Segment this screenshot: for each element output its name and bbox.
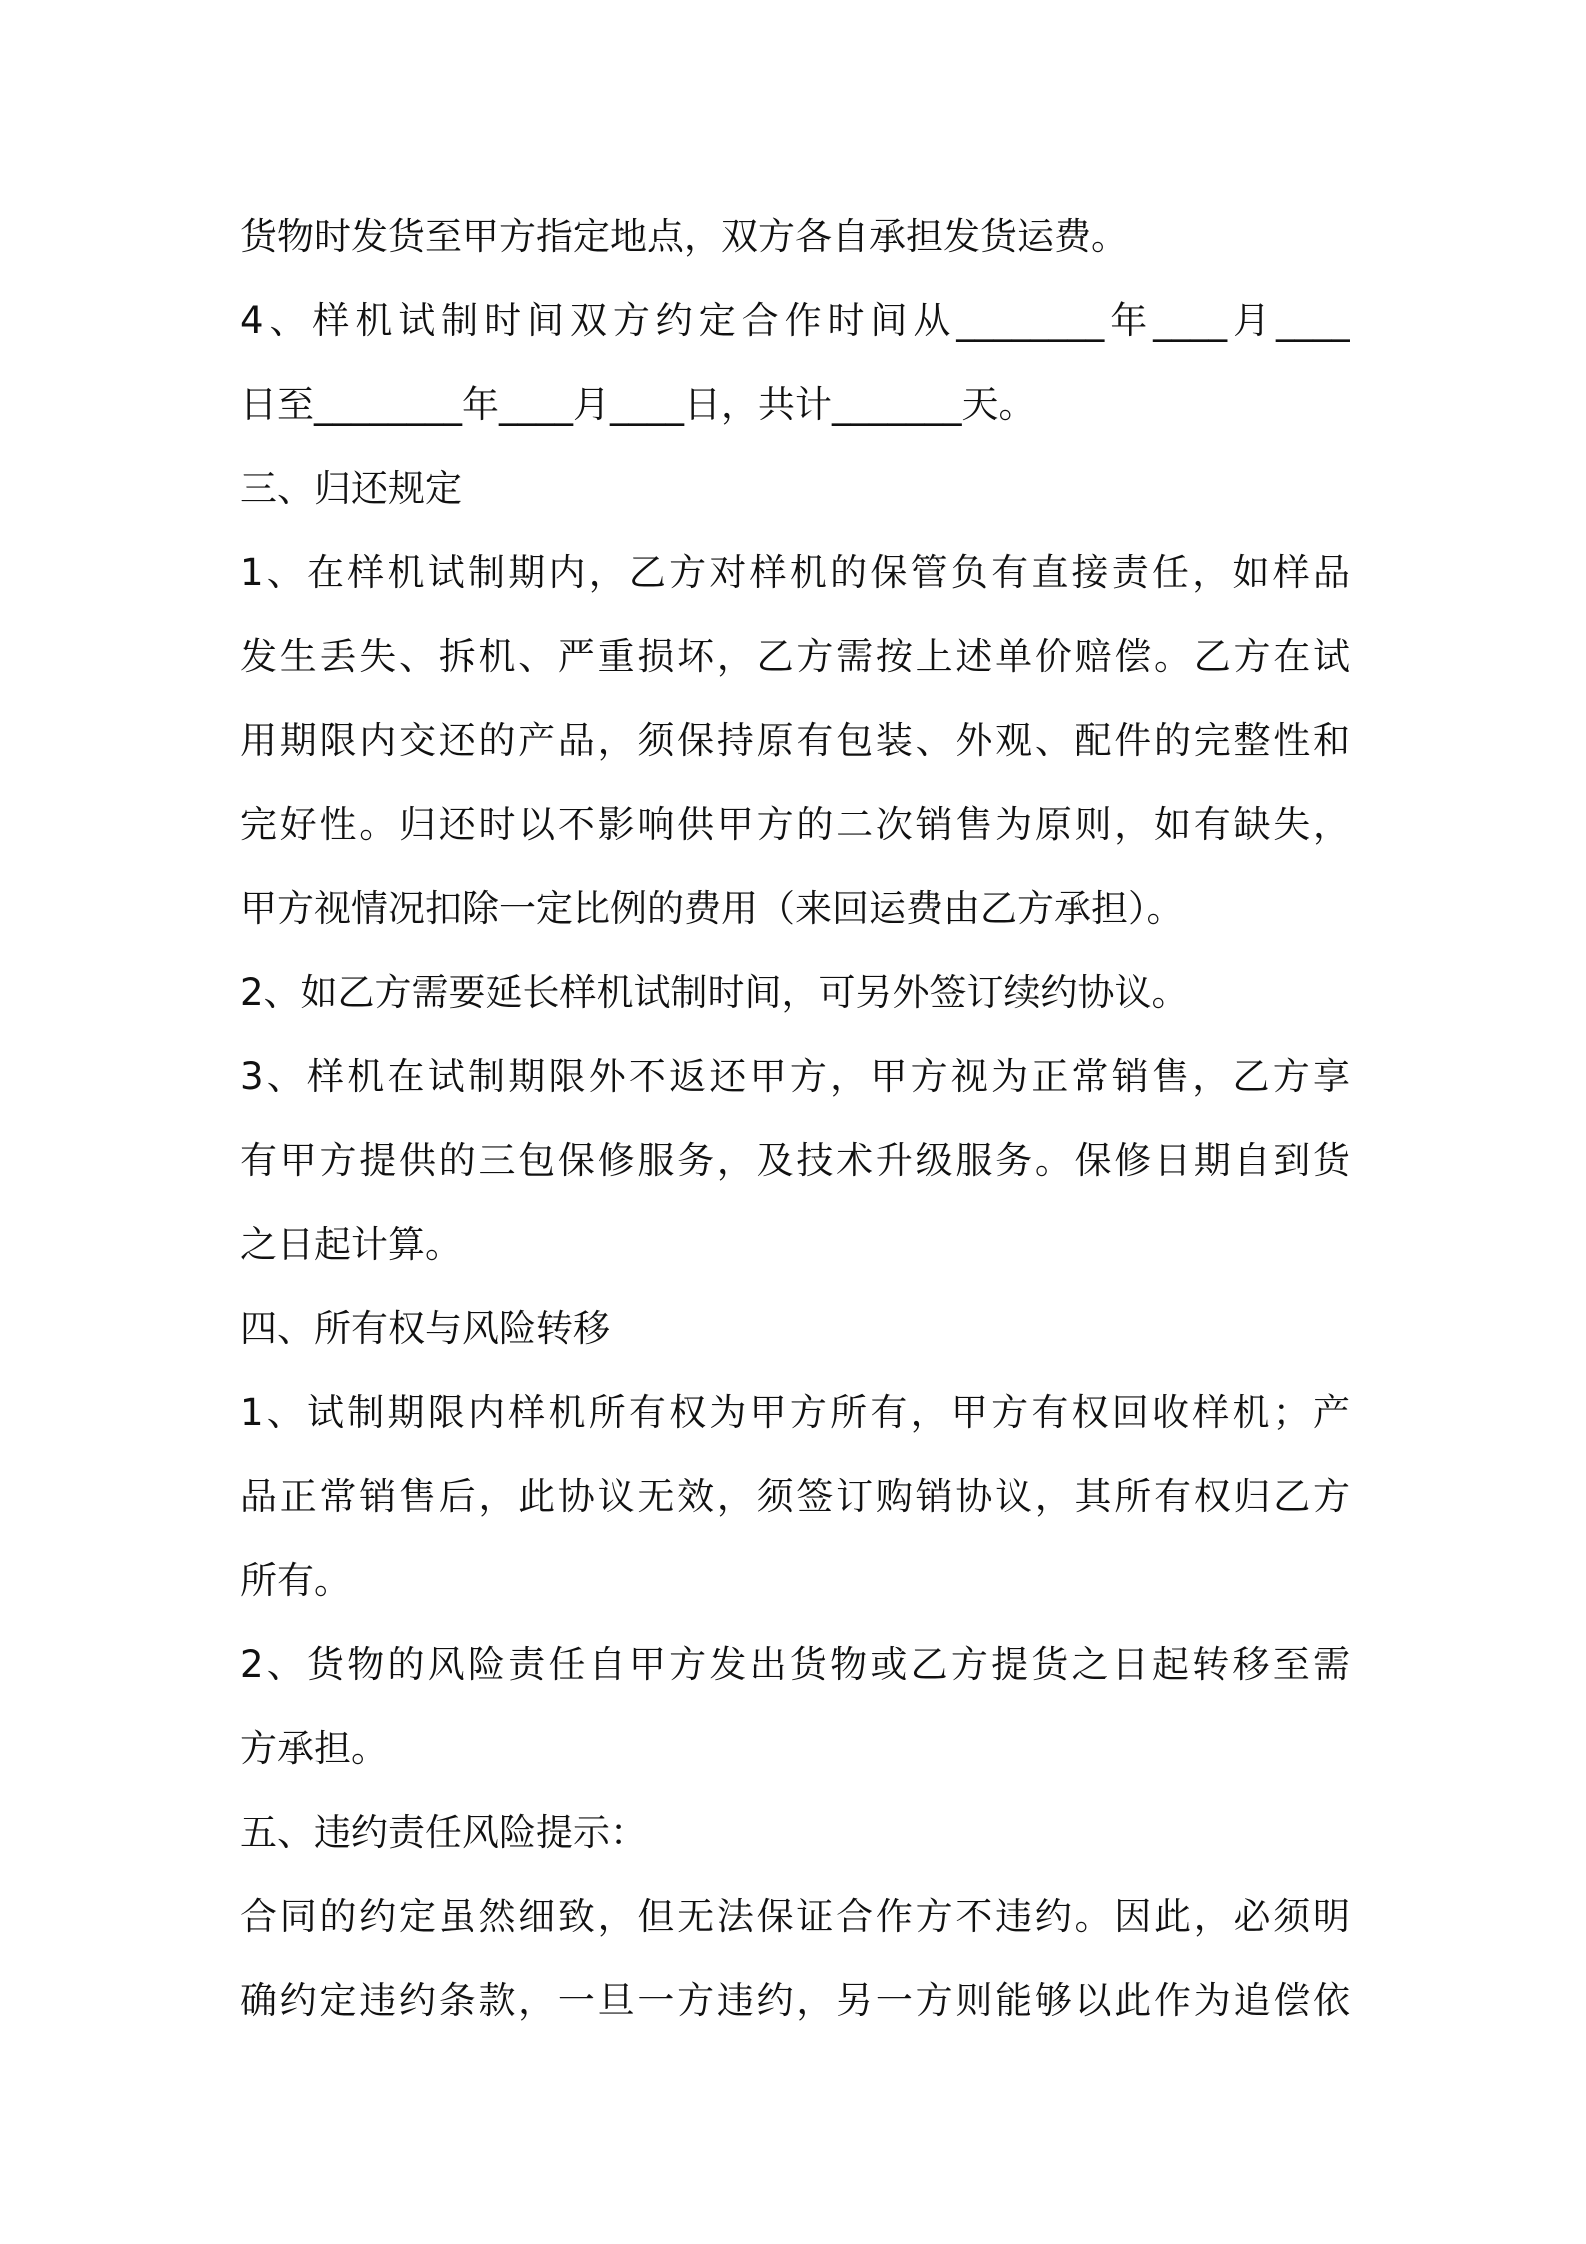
text-line: 日至________年____月____日，共计_______天。 <box>240 383 1036 426</box>
text-line: 4、样机试制时间双方约定合作时间从________年____月____ <box>240 299 1350 342</box>
section-heading: 三、归还规定 <box>240 467 462 510</box>
text-line: 所有。 <box>240 1559 351 1602</box>
text-line: 方承担。 <box>240 1727 388 1770</box>
text-line: 3、样机在试制期限外不返还甲方，甲方视为正常销售，乙方享 <box>240 1055 1350 1098</box>
text-line: 1、试制期限内样机所有权为甲方所有，甲方有权回收样机；产 <box>240 1391 1350 1434</box>
text-line: 品正常销售后，此协议无效，须签订购销协议，其所有权归乙方 <box>240 1475 1350 1518</box>
text-line: 确约定违约条款，一旦一方违约，另一方则能够以此作为追偿依 <box>240 1979 1350 2022</box>
section-heading: 四、所有权与风险转移 <box>240 1307 610 1350</box>
text-line: 2、货物的风险责任自甲方发出货物或乙方提货之日起转移至需 <box>240 1643 1350 1686</box>
text-line: 2、如乙方需要延长样机试制时间，可另外签订续约协议。 <box>240 971 1189 1014</box>
text-line: 有甲方提供的三包保修服务，及技术升级服务。保修日期自到货 <box>240 1139 1350 1182</box>
text-line: 货物时发货至甲方指定地点，双方各自承担发货运费。 <box>240 215 1128 258</box>
section-heading: 五、违约责任风险提示： <box>240 1811 647 1854</box>
text-line: 之日起计算。 <box>240 1223 462 1266</box>
text-line: 用期限内交还的产品，须保持原有包装、外观、配件的完整性和 <box>240 719 1350 762</box>
text-line: 合同的约定虽然细致，但无法保证合作方不违约。因此，必须明 <box>240 1895 1350 1938</box>
text-line: 发生丢失、拆机、严重损坏，乙方需按上述单价赔偿。乙方在试 <box>240 635 1350 678</box>
text-line: 甲方视情况扣除一定比例的费用（来回运费由乙方承担）。 <box>240 887 1184 930</box>
text-line: 1、在样机试制期内，乙方对样机的保管负有直接责任，如样品 <box>240 551 1350 594</box>
text-line: 完好性。归还时以不影响供甲方的二次销售为原则，如有缺失， <box>240 803 1350 846</box>
document-body <box>240 195 1350 2043</box>
